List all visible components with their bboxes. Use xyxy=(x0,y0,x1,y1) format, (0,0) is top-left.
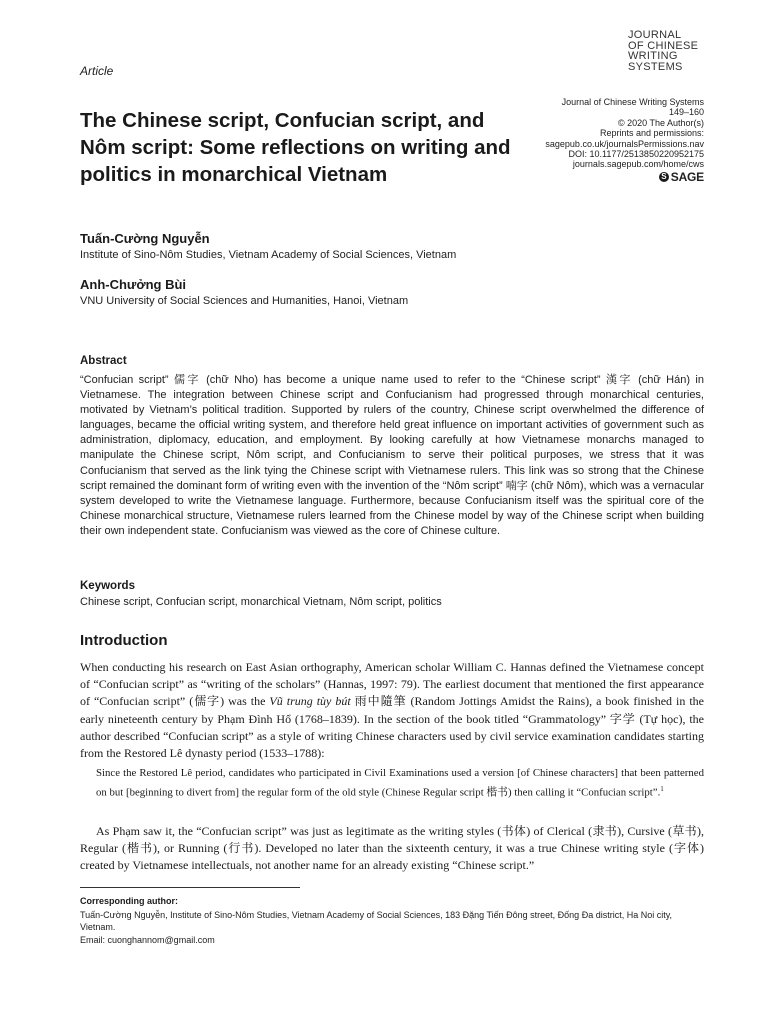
publication-meta xyxy=(520,97,704,182)
corresponding-email[interactable]: Email: cuonghannom@gmail.com xyxy=(80,934,215,945)
author-name: Anh-Chưởng Bùi xyxy=(80,277,187,292)
journal-logo-line: SYSTEMS xyxy=(628,60,683,73)
article-type-label: Article xyxy=(80,64,114,78)
doi[interactable]: DOI: 10.1177/2513850220952175 xyxy=(568,149,704,160)
corresponding-author-details xyxy=(80,909,706,946)
sage-mark-icon: S xyxy=(659,172,669,182)
keywords-text: Chinese script, Confucian script, monarchical Vietnam, Nôm script, politics xyxy=(80,596,442,608)
paragraph-text: 雨中隨筆 (Random Jottings Amidst the Rains), a book finished in the early nineteenth century by Phạm Đình Hổ (1768–1839). In the section of the book titled “Grammatology” 字学 (Tự học), the author described “Confucian script” as a style of writing Chinese characters used by civil service examination candidates starting from the Restored Lê dynasty period (1533–1788): xyxy=(80,694,704,761)
sage-logo xyxy=(659,169,704,184)
article-title: The Chinese script, Confucian script, and Nôm script: Some reflections on writing and politics in monarchical Vietnam xyxy=(80,109,511,186)
footnote-divider xyxy=(80,887,300,888)
body-paragraph: As Phạm saw it, the “Confucian script” was just as legitimate as the writing styles (书体) of Clerical (隶书), Cursive (草书), Regular (楷书), or Running (行书). Developed no later than the sixteenth century, it was a true Chinese writing style (字体) created by Vietnamese intellectuals, not another name for an already existing “Chinese script.” xyxy=(80,824,704,873)
footnote-marker[interactable]: 1 xyxy=(660,784,664,793)
body-paragraph xyxy=(80,659,704,762)
page-range: 149–160 xyxy=(668,107,704,118)
reprints-label: Reprints and permissions: xyxy=(599,128,704,139)
abstract-heading: Abstract xyxy=(80,355,127,367)
block-quote xyxy=(96,766,704,801)
author-affiliation: Institute of Sino-Nôm Studies, Vietnam Academy of Social Sciences, Vietnam xyxy=(80,249,457,261)
journal-logo-line: OF CHINESE xyxy=(628,39,699,52)
corresponding-address: Tuấn-Cường Nguyễn, Institute of Sino-Nôm Studies, Vietnam Academy of Social Sciences, 183 Đặng Tiến Đông street, Đống Đa district, Ha Noi city, Vietnam. xyxy=(80,910,673,933)
abstract-text: “Confucian script” 儒字 (chữ Nho) has become a unique name used to refer to the “Chinese script” 漢字 (chữ Hán) in Vietnamese. The integration between Chinese script and Confucianism had progressed through monarchical centuries, motivated by Vietnam’s political tradition. Supported by rulers of the country, Chinese script overwhelmed the difference of languages, became the official writing system, and therefore held great influence on important activities of government such as administration, diplomacy, education, and employment. By looking carefully at how Vietnamese monarchs managed to manipulate the Chinese script, Nôm script, and Confucianism to serve their political purposes, we stress that it was Confucianism that served as the link tying the Chinese script with Vietnamese rulers. This link was so strong that the Chinese script remained the dominant form of writing even with the invention of the “Nôm script” 喃字 (chữ Nôm), which was a vernacular system developed to write the Vietnamese language. Furthermore, because Confucianism itself was the spiritual core of the Chinese monarchical structure, Vietnamese rulers learned from the Chinese model by way of the Chinese script when building their own independent state. Confucianism was viewed as the core of Chinese culture. xyxy=(80,374,704,537)
quote-text: Since the Restored Lê period, candidates who participated in Civil Examinations used a version [of Chinese characters] that been patterned on but [beginning to divert from] the regular form of the old style (Chinese Regular script 楷书) then calling it “Confucian script”. xyxy=(96,767,704,799)
keywords-heading: Keywords xyxy=(80,580,135,592)
journal-name: Journal of Chinese Writing Systems xyxy=(561,97,704,107)
publisher-name: SAGE xyxy=(670,169,704,184)
author-name: Tuấn-Cường Nguyễn xyxy=(80,231,210,246)
journal-link[interactable]: journals.sagepub.com/home/cws xyxy=(572,159,704,170)
section-heading: Introduction xyxy=(80,632,168,649)
journal-logo xyxy=(628,30,748,72)
copyright: © 2020 The Author(s) xyxy=(617,117,704,128)
corresponding-author-heading: Corresponding author: xyxy=(80,896,178,906)
journal-logo-line: WRITING xyxy=(628,50,678,62)
book-title: Vũ trung tùy bút xyxy=(269,694,351,709)
permissions-link[interactable]: sagepub.co.uk/journalsPermissions.nav xyxy=(545,138,704,149)
paragraph-text: When conducting his research on East Asian orthography, American scholar William C. Hannas defined the Vietnamese concept of “Confucian script” as “writing of the scholars” (Hannas, 1997: 79). The earliest document that mentioned the first appearance of “Confucian script” (儒字) was the xyxy=(80,660,704,709)
author-affiliation: VNU University of Social Sciences and Humanities, Hanoi, Vietnam xyxy=(80,295,409,307)
journal-logo-line: JOURNAL xyxy=(628,29,682,41)
